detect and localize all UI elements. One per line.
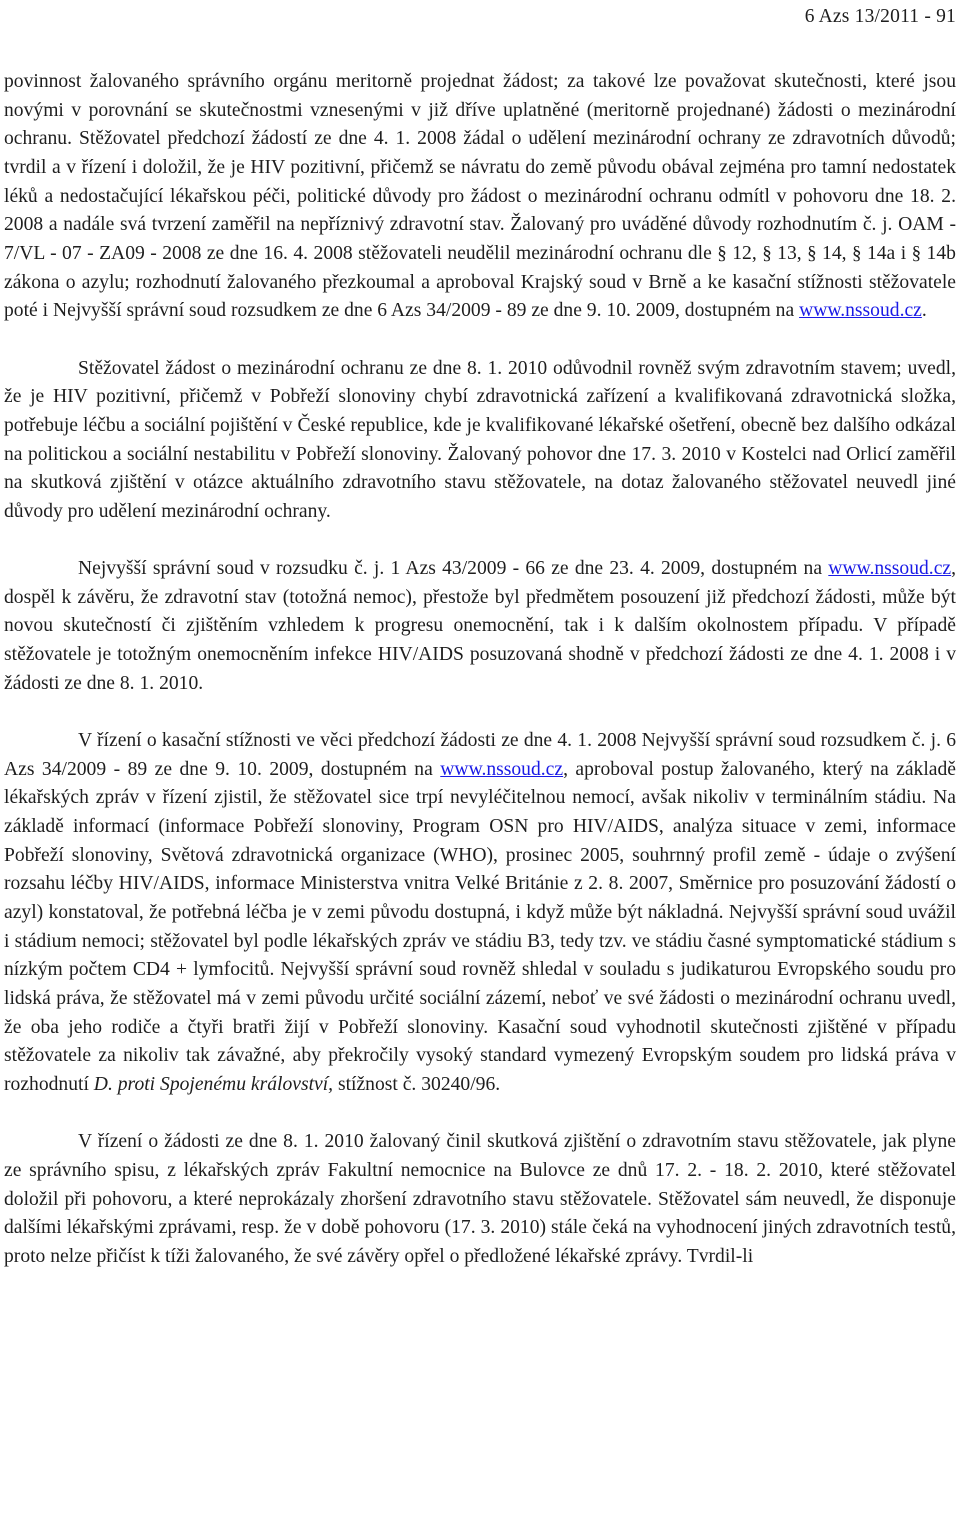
section-sign: §	[717, 242, 727, 264]
paragraph-3-end: , dospěl k závěru, že zdravotní stav (totožná nemoc), přestože byl předmětem posouzení již předchozí žádosti, může být novou skutečností či zjištěním vzhledem k progresu onemocnění, tak i k dalším okolnostem případu. V případě stěžovatele je totožným onemocněním infekce HIV/AIDS posuzovaná shodně v předchozí žádosti ze dne 4. 1. 2008 i v žádosti ze dne 8. 1. 2010.	[4, 558, 957, 694]
paragraph-1-continuation: 14b zákona o azylu; rozhodnutí žalovaného přezkoumal a aproboval Krajský soud v Brně a ke kasační stížnosti stěžovatele poté i Nejvyšší správní soud rozsudkem ze dne 6 Azs 34/2009 - 89 ze dne 9. 10. 2009, dostupném na	[4, 242, 956, 322]
paragraph-2-text: Stěžovatel žádost o mezinárodní ochranu ze dne 8. 1. 2010 odůvodnil rovněž svým zdravotním stavem; uvedl, že je HIV pozitivní, přičemž v Pobřeží slonoviny chybí zdravotnická zařízení a kvalifikovaná zdravotnická složka, potřebuje léčbu a sociální pojištění v České republice, kde je kvalifikované lékařské ošetření, obecně bez dalšího odkázal na politickou a sociální nestabilitu v Pobřeží slonoviny. Žalovaný pohovor dne 17. 3. 2010 v Kostelci nad Orlicí zaměřil na skutková zjištění v otázce aktuálního zdravotního stavu stěžovatele, na dotaz žalovaného stěžovatel neuvedl jiné důvody pro udělení mezinárodní ochrany.	[4, 357, 956, 522]
nssoud-link[interactable]: www.nssoud.cz	[799, 300, 922, 322]
paragraph-3	[4, 555, 956, 698]
document-body	[4, 68, 956, 1272]
paragraph-5-text: V řízení o žádosti ze dne 8. 1. 2010 žalovaný činil skutková zjištění o zdravotním stavu stěžovatele, jak plyne ze správního spisu, z lékařských zpráv Fakultní nemocnice na Bulovce ze dnů 17. 2. - 18. 2. 2010, které stěžovatel doložil při pohovoru, a které neprokázaly zhoršení zdravotního stavu stěžovatele. Stěžovatel sám neuvedl, že disponuje dalšími lékařskými zprávami, resp. že v době pohovoru (17. 3. 2010) stále čeká na vyhodnocení jiných zdravotních testů, proto nelze přičíst k tíži žalovaného, že své závěry opřel o předložené lékařské zprávy. Tvrdil-li	[4, 1131, 956, 1267]
paragraph-5	[4, 1128, 956, 1271]
section-sign: §	[911, 242, 922, 264]
paragraph-4-start: V řízení o kasační stížnosti ve věci předchozí žádosti ze dne 4. 1. 2008 Nejvyšší správní soud rozsudkem č. j. 6 Azs 34/2009 - 89 ze dne 9. 10. 2009, dostupném na	[4, 730, 956, 780]
case-name: D. proti Spojenému království,	[93, 1073, 334, 1095]
paragraph-4-middle: , aproboval postup žalovaného, který na základě lékařských zpráv v řízení zjistil, že stěžovatel sice trpí nevyléčitelnou nemocí, avšak nikoliv v terminálním stádiu. Na základě informací (informace Pobřeží slonoviny, Program OSN pro HIV/AIDS, analýza situace v zemi, informace Pobřeží slonoviny, Světová zdravotnická organizace (WHO), prosinec 2005, souhrnný profil země - údaje o zvýšení rozsahu léčby HIV/AIDS, informace Ministerstva vnitra Velké Británie z 2. 8. 2007, Směrnice pro posuzování žádostí o azyl) konstatoval, že potřebná léčba je v zemi původu dostupná, i když může být nákladná. Nejvyšší správní soud uvážil i stádium nemoci; stěžovatel byl podle lékařských zpráv ve stádiu B3, tedy tzv. ve stádiu časné symptomatické stádium s nízkým počtem CD4 + lymfocitů. Nejvyšší správní soud rovněž shledal v souladu s judikaturou Evropského soudu pro lidská práva, že stěžovatel má v zemi původu určité sociální zázemí, neboť ve své žádosti o mezinárodní ochranu uvedl, že oba jeho rodiče a čtyři bratři žijí v Pobřeží slonoviny. Kasační soud vyhodnotil skutečnosti zjištěné v případu stěžovatele za nikoliv tak závažné, aby překročily vysoký standard vymezený Evropským soudem pro lidská práva v rozhodnutí	[4, 758, 956, 1095]
paragraph-3-start: Nejvyšší správní soud v rozsudku č. j. 1 Azs 43/2009 - 66 ze dne 23. 4. 2009, dostupném na	[78, 558, 823, 580]
section-13: 13,	[777, 242, 802, 264]
paragraph-2	[4, 355, 956, 527]
section-14a: 14a i	[866, 242, 907, 264]
paragraph-4	[4, 727, 956, 1100]
section-14: 14,	[822, 242, 847, 264]
section-sign: §	[852, 242, 862, 264]
nssoud-link[interactable]: www.nssoud.cz	[440, 758, 564, 780]
paragraph-1-text: povinnost žalovaného správního orgánu meritorně projednat žádost; za takové lze považovat skutečnosti, které jsou novými v porovnání se skutečnostmi vznesenými v již dříve uplatněné (meritorně projednané) žádosti o mezinárodní ochranu. Stěžovatel předchozí žádostí ze dne 4. 1. 2008 žádal o udělení mezinárodní ochrany ze zdravotních důvodů; tvrdil a v řízení i doložil, že je HIV pozitivní, přičemž se návratu do země původu obával zejména pro tamní nedostatek léků a nedostačující lékařskou péči, politické důvody pro žádost o mezinárodní ochranu odmítl v pohovoru dne 18. 2. 2008 a nadále svá tvrzení zaměřil na nepříznivý zdravotní stav. Žalovaný pro uváděné důvody rozhodnutím č. j. OAM - 7/VL - 07 - ZA09 - 2008 ze dne 16. 4. 2008 stěžovateli neudělil mezinárodní ochranu dle	[4, 71, 956, 264]
section-sign: §	[807, 242, 817, 264]
nssoud-link[interactable]: www.nssoud.cz	[828, 558, 952, 580]
paragraph-4-end: stížnost č. 30240/96.	[337, 1073, 501, 1095]
paragraph-1-end: .	[921, 300, 927, 322]
page-reference: 6 Azs 13/2011 - 91	[804, 6, 956, 27]
section-12: 12,	[732, 242, 757, 264]
section-sign: §	[762, 242, 772, 264]
paragraph-1	[4, 68, 956, 326]
